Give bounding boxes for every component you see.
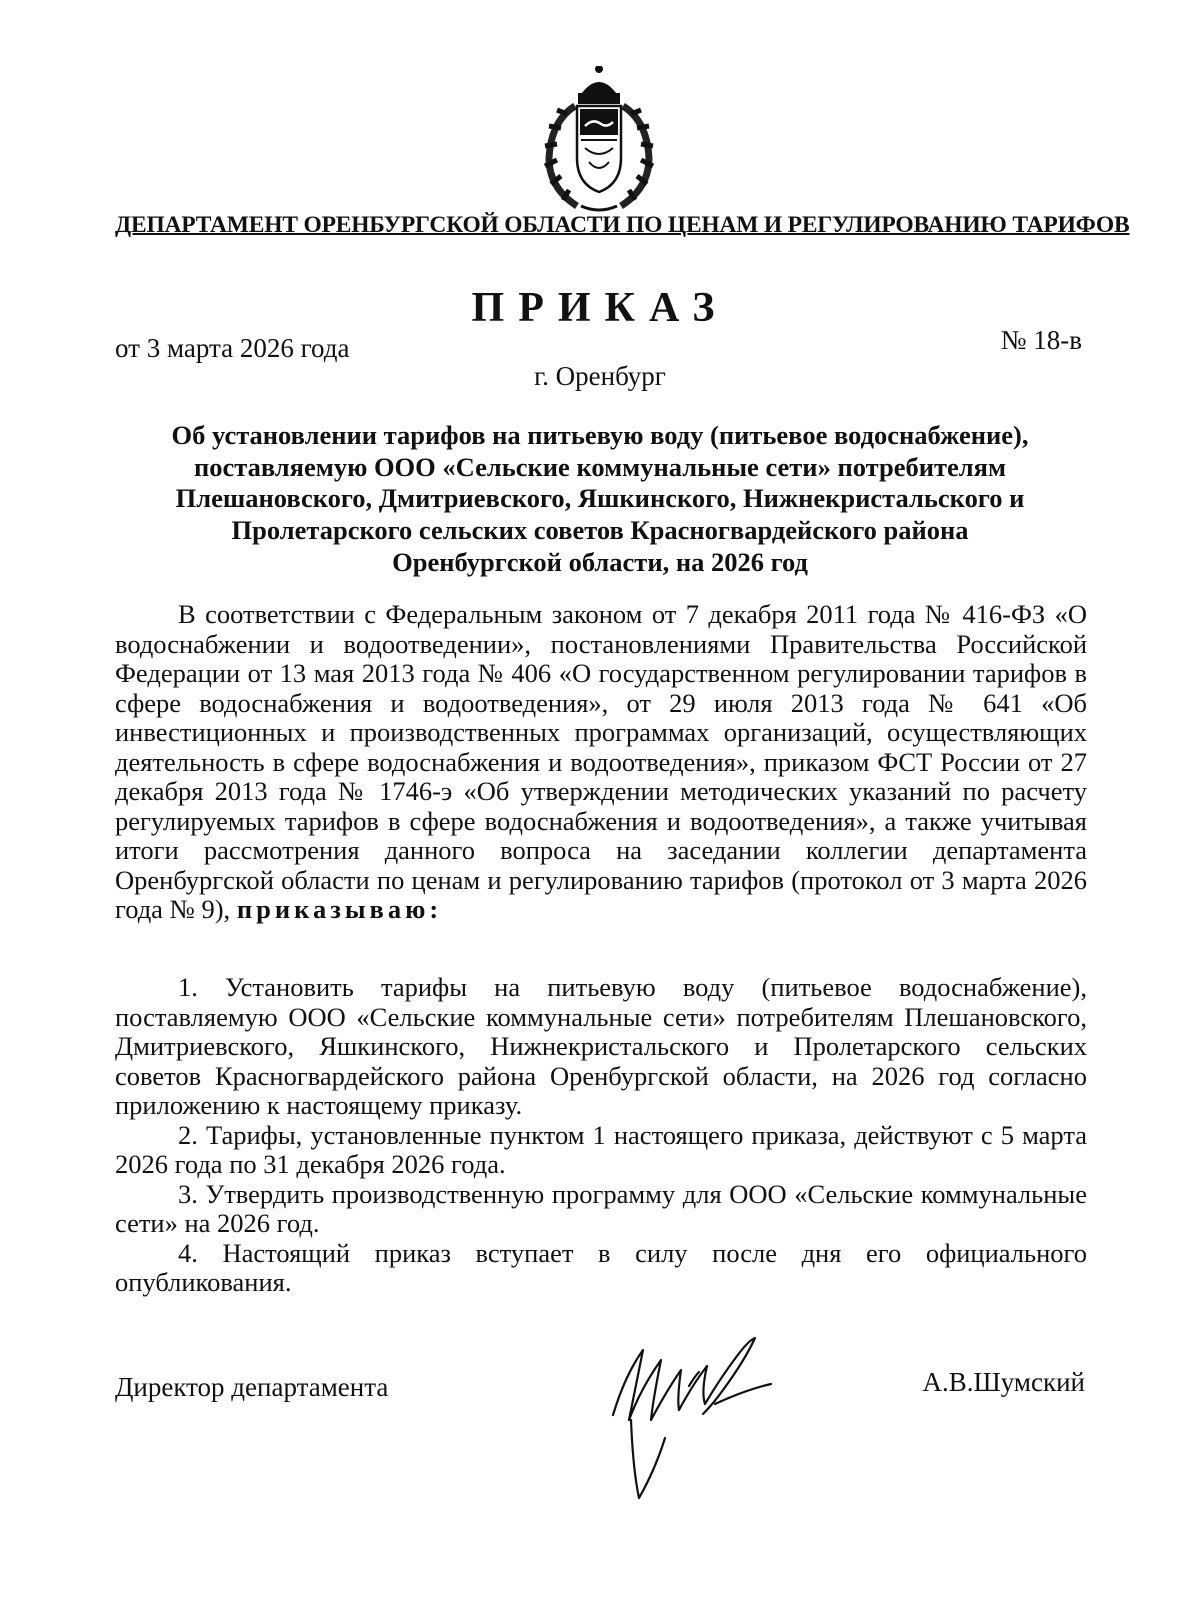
handwritten-signature (595, 1320, 795, 1510)
order-item: 4. Настоящий приказ вступает в силу после дня его официального опубликования. (115, 1237, 1087, 1297)
order-item: 2. Тарифы, установленные пунктом 1 настоящего приказа, действуют с 5 марта 2026 года по 31 декабря 2026 года. (115, 1119, 1087, 1179)
subject-line: Плешановского, Дмитриевского, Яшкинского, Нижнекристальского и (175, 483, 1025, 514)
subject-line: Об установлении тарифов на питьевую воду (питьевое водоснабжение), (171, 420, 1029, 450)
signatory-position: Директор департамента (115, 1372, 389, 1402)
preamble-text: В соответствии с Федеральным законом от 7 декабря 2011 года № 416-ФЗ «О водоснабжении и водоотведении», постановлениями Правительства Российской Федерации от 13 мая 2013 года № 406 «О государственном регулировании тарифов в сфере водоснабжения и водоотведения», от 29 июля 2013 года № 641 «Об инвестиционных и производственных программах организаций, осуществляющих деятельность в сфере водоснабжения и водоотведения», приказом ФСТ России от 27 декабря 2013 года № 1746-э «Об утверждении методических указаний по расчету регулируемых тарифов в сфере водоснабжения и водоотведения», а также учитывая итоги рассмотрения данного вопроса на заседании коллегии департамента Оренбургской области по ценам и регулированию тарифов (протокол от 3 марта 2026 года № 9), (115, 599, 1087, 924)
subject-line: поставляемую ООО «Сельские коммунальные сети» потребителям (193, 451, 1007, 482)
order-item: 1. Установить тарифы на питьевую воду (питьевое водоснабжение), поставляемую ООО «Сельские коммунальные сети» потребителям Плешановского, Дмитриевского, Яшкинского, Нижнекристальского и Пролетарского сельских советов Красногвардейского района Оренбургской области, на 2026 год согласно приложению к настоящему приказу. (115, 972, 1087, 1120)
coat-of-arms-icon (537, 66, 661, 216)
department-heading: ДЕПАРТАМЕНТ ОРЕНБУРГСКОЙ ОБЛАСТИ ПО ЦЕНАМ И РЕГУЛИРОВАНИЮ ТАРИФОВ (115, 212, 1130, 238)
order-items (115, 973, 1087, 1298)
order-number: № 18-в (1000, 325, 1082, 355)
preamble (115, 600, 1087, 925)
order-city: г. Оренбург (534, 361, 666, 391)
resolution-word: приказываю: (236, 894, 443, 924)
subject-line: Пролетарского сельских советов Красногвардейского района (231, 515, 969, 546)
order-subject (140, 420, 1060, 579)
document-title: ПРИКАЗ (471, 285, 729, 331)
subject-line: Оренбургской области, на 2026 год (392, 546, 808, 577)
order-item: 3. Утвердить производственную программу для ООО «Сельские коммунальные сети» на 2026 год. (115, 1178, 1087, 1238)
order-date: от 3 марта 2026 года (115, 333, 350, 363)
signatory-name: А.В.Шумский (922, 1367, 1085, 1397)
preamble-paragraph (115, 600, 1087, 925)
